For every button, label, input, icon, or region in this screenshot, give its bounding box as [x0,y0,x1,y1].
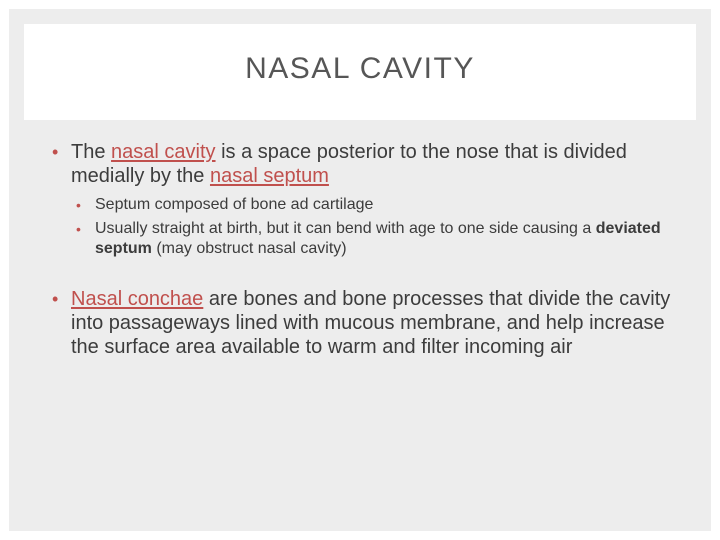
link-nasal-cavity[interactable]: nasal cavity [111,141,216,163]
bold-term-deviated-septum: deviated septum [95,220,661,257]
bullet-icon: • [76,221,81,237]
sub-bullet-septum-composition [74,195,692,215]
sub-bullet-list [74,195,692,259]
text-segment: Usually straight at birth, but it can bend with age to one side causing a [95,220,596,237]
slide-body [52,140,692,359]
bullet-point-nasal-conchae [52,287,692,359]
sub-bullet-deviated-septum [74,219,692,259]
link-nasal-septum[interactable]: nasal septum [209,165,329,187]
title-box [24,24,696,120]
text-segment: The [71,141,112,163]
bullet-icon: • [76,197,81,213]
bullet-point-nasal-cavity [52,140,692,259]
text-segment: Septum composed of bone ad cartilage [95,196,374,213]
bullet-icon: • [52,142,59,162]
text-segment: (may obstruct nasal cavity) [151,240,347,257]
bullet-icon: • [52,289,59,309]
text-segment: are bones and bone processes that divide the cavity into passageways lined with mucous membrane, and help increase the surface area available to warm and filter incoming air [71,288,671,358]
link-nasal-conchae[interactable]: Nasal conchae [71,288,204,310]
slide-title: NASAL CAVITY [245,52,475,85]
spacer [52,263,692,287]
bullet-list [52,140,692,359]
text-segment: is a space posterior to the nose that is divided medially by the [71,141,627,187]
